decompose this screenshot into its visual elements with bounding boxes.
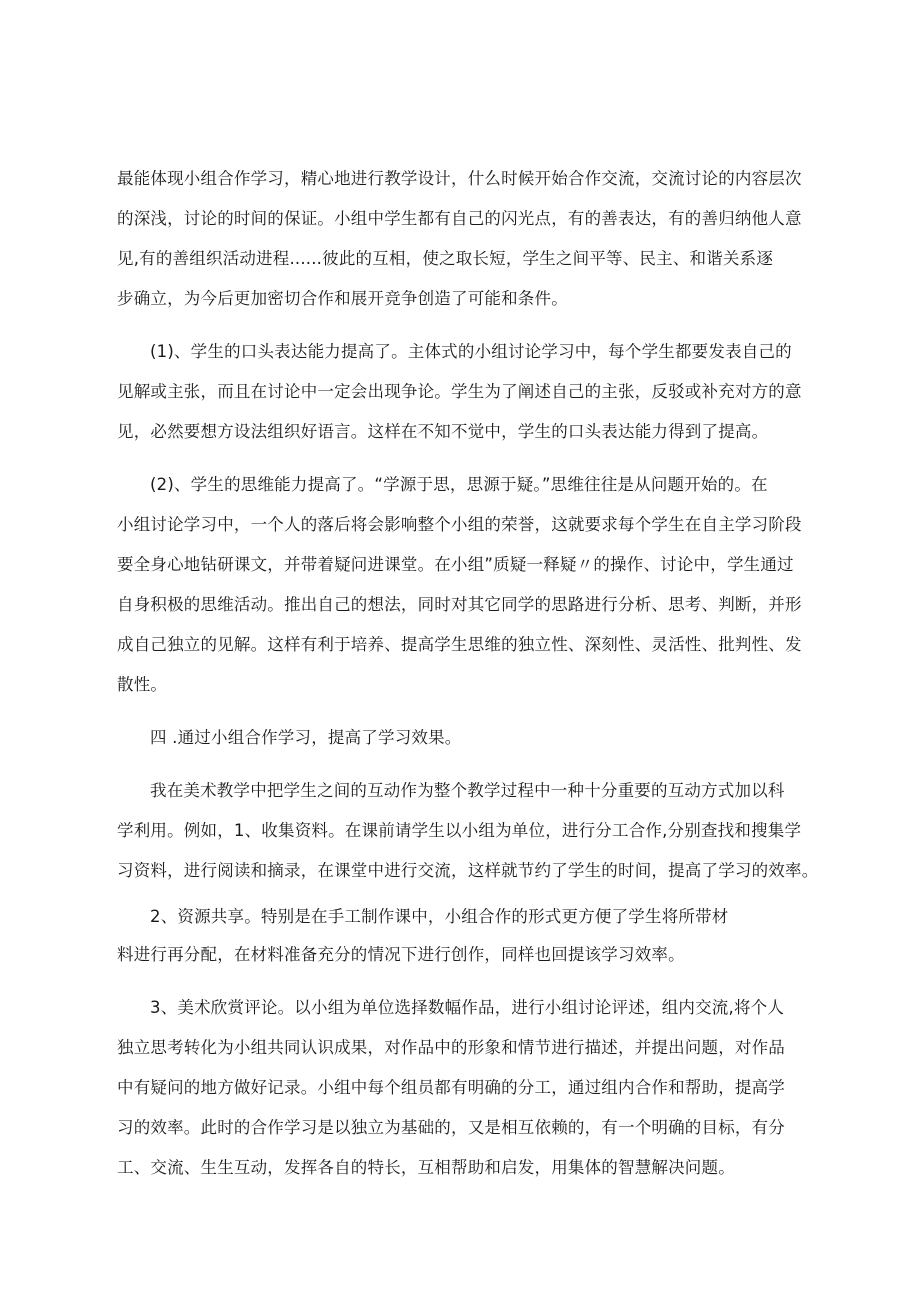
text-line: (2)、学生的思维能力提高了。“学源于思，思源于疑。”思维往往是从问题开始的。在 — [150, 475, 768, 494]
text-line: 料进行再分配，在材料准备充分的情况下进行创作，同样也回提该学习效率。 — [117, 945, 685, 964]
text-line: (1)、学生的口头表达能力提高了。主体式的小组讨论学习中，每个学生都要发表自己的 — [150, 342, 792, 361]
text-line: 成自己独立的见解。这样有利于培养、提高学生思维的独立性、深刻性、灵活性、批判性、发 — [117, 635, 802, 654]
text-line: 2、资源共享。特别是在手工制作课中，小组合作的形式更方便了学生将所带材 — [150, 907, 729, 926]
text-line: 的深浅，讨论的时间的保证。小组中学生都有自己的闪光点，有的善表达，有的善归纳他人意 — [117, 209, 802, 228]
text-line: 要全身心地钻研课文，并带着疑问进课堂。在小组”质疑一释疑〃的操作、讨论中，学生通过 — [117, 555, 794, 574]
text-line: 小组讨论学习中，一个人的落后将会影响整个小组的荣誉，这就要求每个学生在自主学习阶段 — [117, 515, 802, 534]
text-line: 见，必然要想方设法组织好语言。这样在不知不觉中，学生的口头表达能力得到了提高。 — [117, 422, 769, 441]
text-line: 习的效率。此时的合作学习是以独立为基础的，又是相互依赖的，有一个明确的目标，有分 — [117, 1118, 785, 1137]
text-line: 最能体现小组合作学习，精心地进行教学设计，什么时候开始合作交流，交流讨论的内容层次 — [117, 169, 802, 188]
text-line: 独立思考转化为小组共同认识成果，对作品中的形象和情节进行描述，并提出问题，对作品 — [117, 1038, 785, 1057]
text-line: 我在美术教学中把学生之间的互动作为整个教学过程中一种十分重要的互动方式加以科 — [150, 781, 785, 800]
text-line: 散性。 — [117, 675, 168, 694]
text-line: 自身积极的思维活动。推出自己的想法，同时对其它同学的思路进行分析、思考、判断，并形 — [117, 595, 802, 614]
text-line: 中有疑问的地方做好记录。小组中每个组员都有明确的分工，通过组内合作和帮助，提高学 — [117, 1078, 785, 1097]
text-line: 见解或主张，而且在讨论中一定会出现争论。学生为了阐述自己的主张，反驳或补充对方的意 — [117, 382, 802, 401]
text-line: 工、交流、生生互动，发挥各自的特长，互相帮助和启发，用集体的智慧解决问题。 — [117, 1158, 735, 1177]
text-line: 3、美术欣赏评论。以小组为单位选择数幅作品，进行小组讨论评述，组内交流,将个人 — [150, 998, 785, 1017]
text-line: 习资料，进行阅读和摘录，在课堂中进行交流，这样就节约了学生的时间，提高了学习的效率。 — [117, 861, 819, 880]
text-line: 见,有的善组织活动进程......彼此的互相，使之取长短，学生之间平等、民主、和谐关系逐 — [117, 249, 774, 268]
text-line: 步确立，为今后更加密切合作和展开竞争创造了可能和条件。 — [117, 289, 568, 308]
text-line: 学利用。例如，1、收集资料。在课前请学生以小组为单位，进行分工合作,分别查找和搜集学 — [117, 821, 802, 840]
section-heading: 四 .通过小组合作学习，提高了学习效果。 — [150, 728, 462, 747]
